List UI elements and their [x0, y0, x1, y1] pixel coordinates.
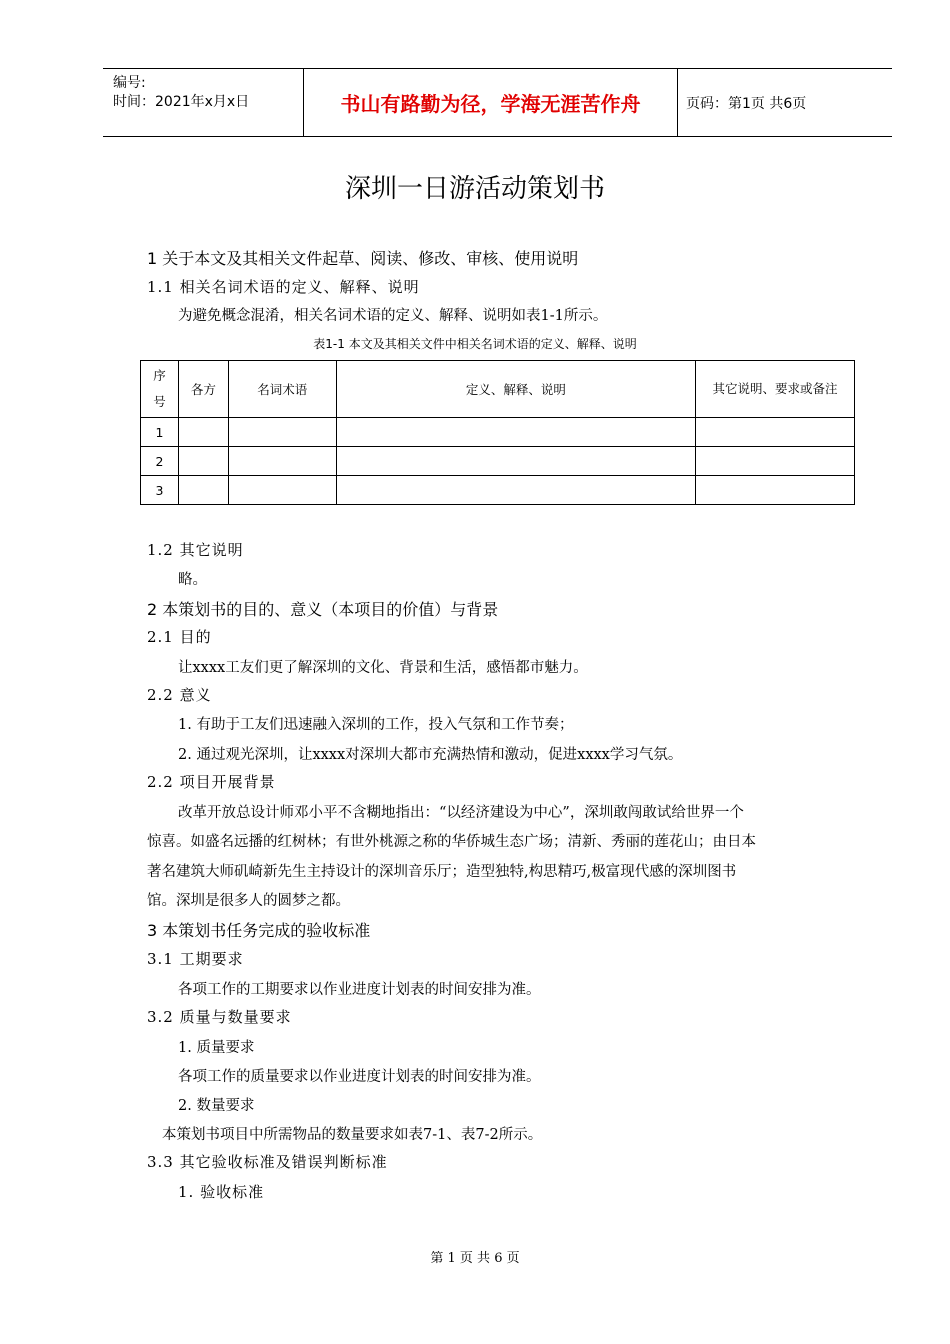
paragraph: 著名建筑大师矶崎新先生主持设计的深圳音乐厅；造型独特,构思精巧,极富现代感的深圳图书 — [147, 864, 737, 880]
table-cell — [696, 418, 855, 447]
table-row — [141, 476, 855, 505]
subsection-heading: 3.2 质量与数量要求 — [147, 1008, 292, 1026]
table-cell: 2 — [141, 447, 179, 476]
table-cell — [336, 476, 695, 505]
list-item: 1. 验收标准 — [178, 1183, 265, 1201]
table-cell — [178, 418, 228, 447]
table-cell — [178, 476, 228, 505]
table-header-cell: 其它说明、要求或备注 — [696, 361, 855, 418]
table-cell — [696, 476, 855, 505]
subsection-heading: 2.2 项目开展背景 — [147, 773, 276, 791]
header-page-cell — [678, 69, 892, 136]
subsection-heading: 3.1 工期要求 — [147, 950, 244, 968]
table-row — [141, 447, 855, 476]
document-title: 深圳一日游活动策划书 — [344, 174, 605, 204]
terms-table — [140, 360, 855, 505]
subsection-heading: 1.2 其它说明 — [147, 541, 244, 559]
subsection-heading: 3.3 其它验收标准及错误判断标准 — [147, 1153, 388, 1171]
paragraph: 本策划书项目中所需物品的数量要求如表7-1、表7-2所示。 — [162, 1127, 543, 1143]
paragraph: 为避免概念混淆，相关名词术语的定义、解释、说明如表1-1所示。 — [178, 308, 608, 324]
table-cell — [336, 447, 695, 476]
section-heading: 2 本策划书的目的、意义（本项目的价值）与背景 — [147, 600, 499, 619]
list-item: 2. 数量要求 — [178, 1098, 255, 1114]
table-cell — [228, 418, 336, 447]
list-item: 2. 通过观光深圳，让xxxx对深圳大都市充满热情和激动，促进xxxx学习气氛。 — [178, 747, 683, 763]
table-header-cell: 序号 — [141, 361, 179, 418]
table-cell — [696, 447, 855, 476]
motto: 书山有路勤为径，学海无涯苦作舟 — [340, 92, 641, 116]
section-heading: 3 本策划书任务完成的验收标准 — [147, 921, 371, 940]
paragraph: 各项工作的工期要求以作业进度计划表的时间安排为准。 — [178, 982, 541, 998]
list-item: 1. 有助于工友们迅速融入深圳的工作，投入气氛和工作节奏； — [178, 717, 574, 733]
paragraph: 各项工作的质量要求以作业进度计划表的时间安排为准。 — [178, 1069, 541, 1085]
time-label: 时间：2021年x月x日 — [113, 94, 250, 110]
subsection-heading: 2.2 意义 — [147, 686, 212, 704]
table-row — [141, 418, 855, 447]
paragraph: 略。 — [178, 572, 207, 588]
list-item: 1. 质量要求 — [178, 1040, 255, 1056]
section-heading: 1 关于本文及其相关文件起草、阅读、修改、审核、使用说明 — [147, 249, 579, 268]
header-meta — [103, 69, 304, 136]
table-cell — [228, 476, 336, 505]
page-info: 页码：第1页 共6页 — [686, 95, 807, 112]
table-cell: 1 — [141, 418, 179, 447]
table-header-cell: 各方 — [178, 361, 228, 418]
subsection-heading: 1.1 相关名词术语的定义、解释、说明 — [147, 278, 420, 296]
paragraph: 惊喜。如盛名远播的红树林；有世外桃源之称的华侨城生态广场；清新、秀丽的莲花山；由日本 — [147, 834, 756, 850]
header-motto-cell — [304, 69, 678, 136]
table-header-cell: 名词术语 — [228, 361, 336, 418]
table-header-row — [141, 361, 855, 418]
paragraph: 馆。深圳是很多人的圆梦之都。 — [147, 893, 350, 909]
table-cell: 3 — [141, 476, 179, 505]
table-cell — [336, 418, 695, 447]
table-header-cell: 定义、解释、说明 — [336, 361, 695, 418]
paragraph: 改革开放总设计师邓小平不含糊地指出：“以经济建设为中心”，深圳敢闯敢试给世界一个 — [178, 805, 744, 821]
subsection-heading: 2.1 目的 — [147, 628, 212, 646]
table-caption: 表1-1 本文及其相关文件中相关名词术语的定义、解释、说明 — [313, 337, 637, 351]
page-footer: 第 1 页 共 6 页 — [430, 1251, 520, 1266]
number-label: 编号: — [113, 75, 146, 91]
page-header — [103, 68, 892, 137]
paragraph: 让xxxx工友们更了解深圳的文化、背景和生活，感悟都市魅力。 — [178, 660, 588, 676]
table-cell — [228, 447, 336, 476]
table-cell — [178, 447, 228, 476]
